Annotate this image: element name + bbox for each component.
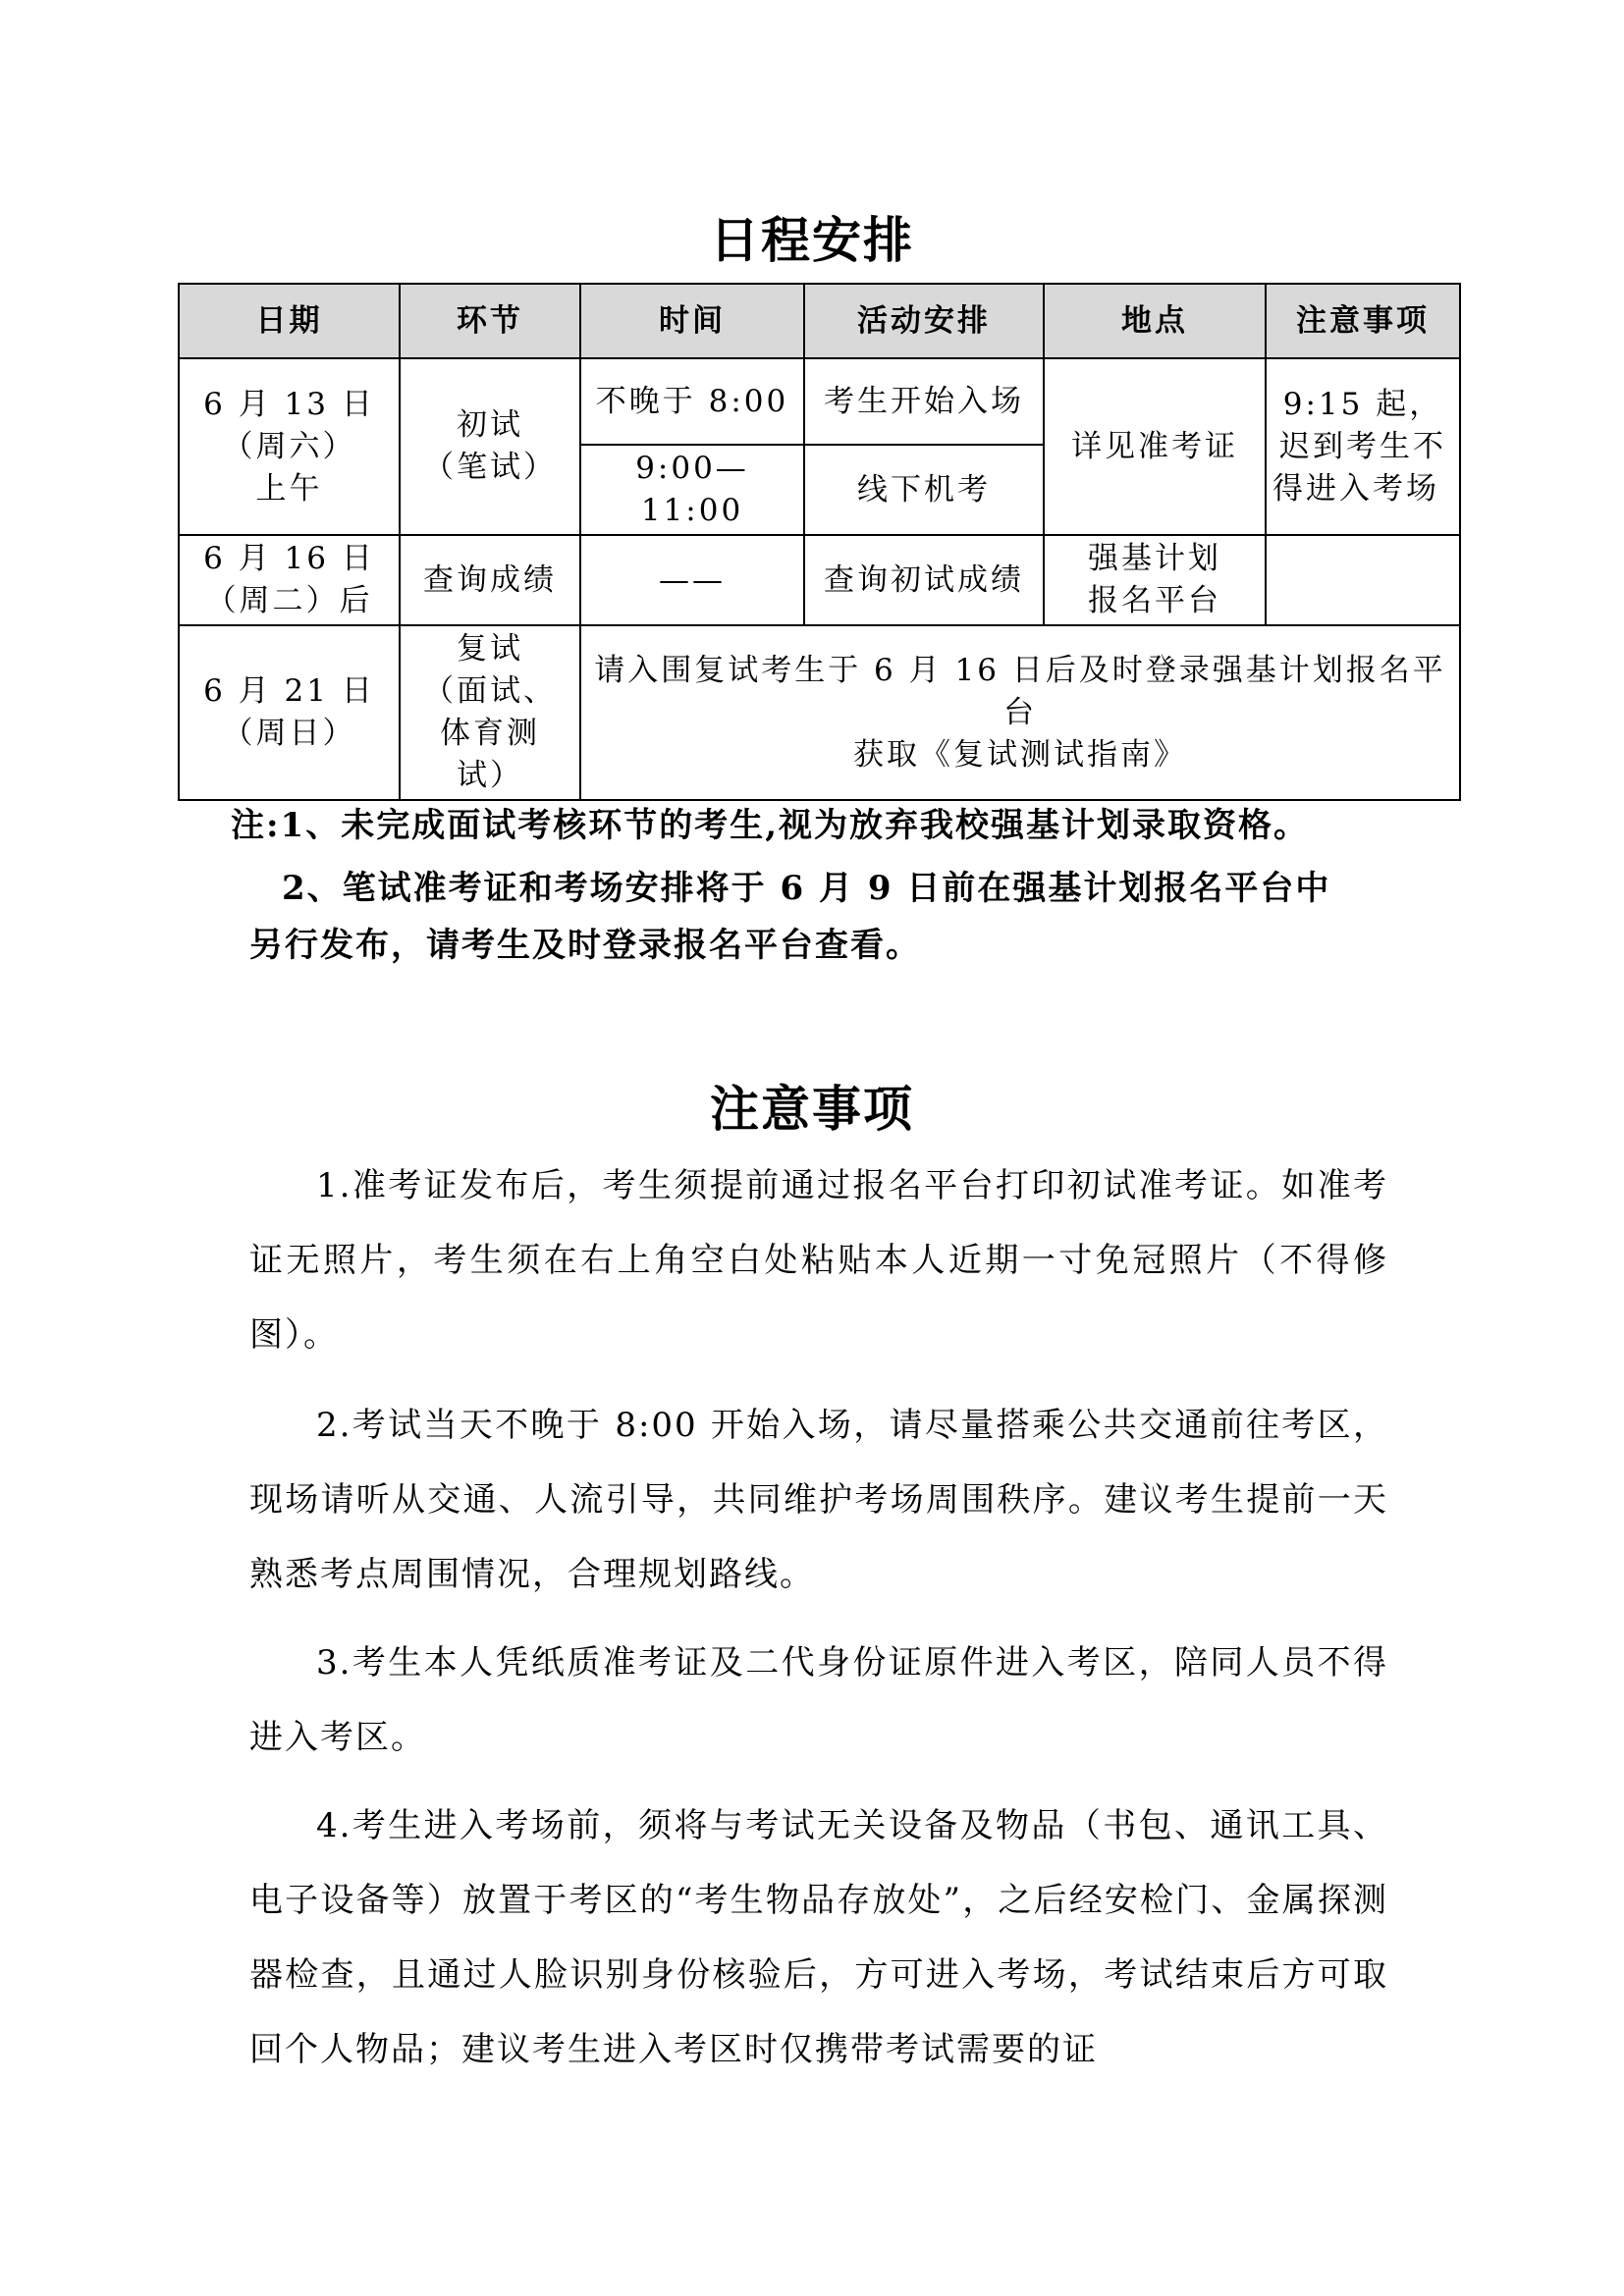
attention-paragraph-4: 4.考生进入考场前，须将与考试无关设备及物品（书包、通讯工具、电子设备等）放置于考区的“考生物品存放处”，之后经安检门、金属探测器检查，且通过人脸识别身份核验后，方可进入考场，考试结束后方可取回个人物品；建议考生进入考区时仅携带考试需要的证 — [249, 1806, 1388, 2069]
cell-location: 详见准考证 — [1044, 358, 1266, 535]
cell-stage: 初试 （笔试） — [400, 358, 580, 535]
table-row — [179, 535, 1460, 625]
cell-merged-info: 请入围复试考生于 6 月 16 日后及时登录强基计划报名平台 获取《复试测试指南》 — [580, 625, 1460, 800]
cell-stage: 查询成绩 — [400, 535, 580, 625]
header-time: 时间 — [580, 284, 804, 358]
cell-date: 6 月 13 日 （周六） 上午 — [179, 358, 400, 535]
cell-notes: 9:15 起，迟到考生不得进入考场 — [1266, 358, 1460, 535]
header-location: 地点 — [1044, 284, 1266, 358]
cell-location: 强基计划 报名平台 — [1044, 535, 1266, 625]
cell-notes — [1266, 535, 1460, 625]
cell-time: —— — [580, 535, 804, 625]
schedule-table — [178, 283, 1461, 801]
header-notes: 注意事项 — [1266, 284, 1460, 358]
table-header-row — [179, 284, 1460, 358]
header-activity: 活动安排 — [804, 284, 1044, 358]
table-row — [179, 358, 1460, 445]
cell-date: 6 月 21 日 （周日） — [179, 625, 400, 800]
note-line-2: 2、笔试准考证和考场安排将于 6 月 9 日前在强基计划报名平台中 另行发布，请考生及时登录报名平台查看。 — [249, 869, 1331, 965]
attention-paragraph-3: 3.考生本人凭纸质准考证及二代身份证原件进入考区，陪同人员不得进入考区。 — [249, 1643, 1388, 1757]
cell-time: 不晚于 8:00 — [580, 358, 804, 445]
cell-stage: 复试 （面试、 体育测 试） — [400, 625, 580, 800]
header-stage: 环节 — [400, 284, 580, 358]
cell-activity: 考生开始入场 — [804, 358, 1044, 445]
attention-title: 注意事项 — [710, 1080, 914, 1138]
table-row — [179, 625, 1460, 800]
cell-activity: 线下机考 — [804, 445, 1044, 535]
schedule-title: 日程安排 — [710, 211, 914, 269]
cell-activity: 查询初试成绩 — [804, 535, 1044, 625]
attention-paragraph-1: 1.准考证发布后，考生须提前通过报名平台打印初试准考证。如准考证无照片，考生须在右上角空白处粘贴本人近期一寸免冠照片（不得修图）。 — [249, 1166, 1388, 1355]
cell-date: 6 月 16 日 （周二）后 — [179, 535, 400, 625]
cell-time: 9:00—11:00 — [580, 445, 804, 535]
header-date: 日期 — [179, 284, 400, 358]
attention-paragraph-2: 2.考试当天不晚于 8:00 开始入场，请尽量搭乘公共交通前往考区，现场请听从交通、人流引导，共同维护考场周围秩序。建议考生提前一天熟悉考点周围情况，合理规划路线。 — [249, 1406, 1388, 1594]
note-line-1: 注:1、未完成面试考核环节的考生,视为放弃我校强基计划录取资格。 — [231, 806, 1310, 845]
